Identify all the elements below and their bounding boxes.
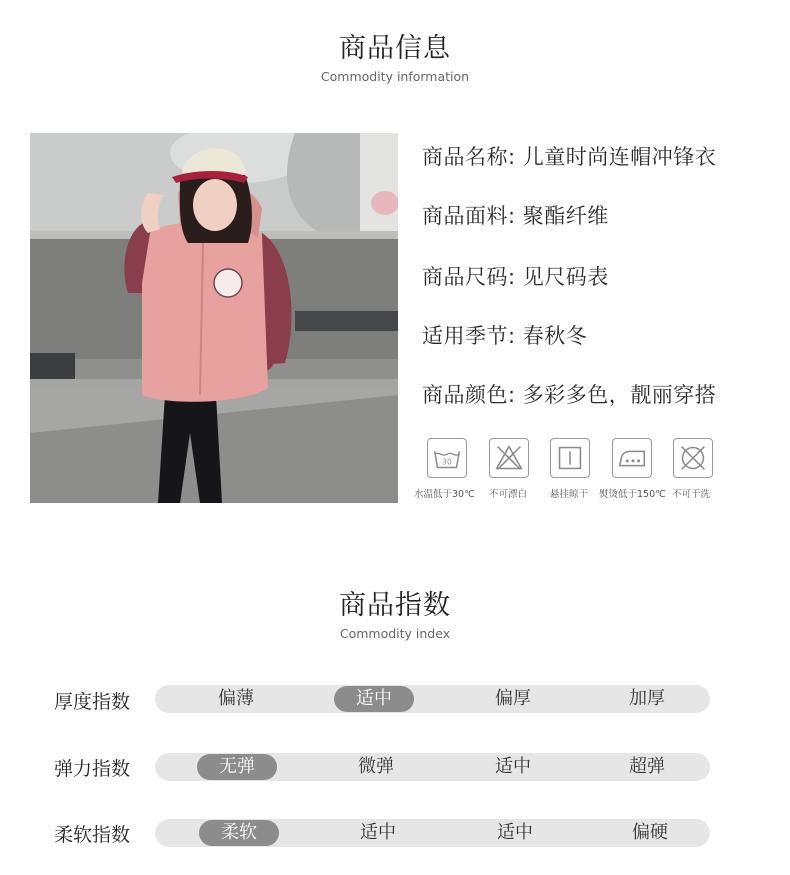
info-row-fabric-label: 商品面料: bbox=[422, 204, 516, 228]
iron-low-icon bbox=[612, 438, 652, 478]
elasticity-option: 超弹 bbox=[629, 756, 665, 777]
elasticity-index-bar bbox=[155, 753, 710, 781]
info-row-season-label: 适用季节: bbox=[422, 324, 516, 348]
info-section-title: 商品信息 bbox=[339, 33, 451, 64]
thickness-option: 加厚 bbox=[629, 688, 665, 709]
info-section-subtitle: Commodity information bbox=[320, 69, 470, 84]
info-row-name-value: 儿童时尚连帽冲锋衣 bbox=[522, 145, 717, 169]
thickness-option: 偏厚 bbox=[495, 688, 531, 709]
elasticity-option: 适中 bbox=[495, 756, 531, 777]
care-label-iron: 熨烫低于150℃ bbox=[599, 489, 666, 500]
wash-30-badge: 30 bbox=[442, 457, 452, 467]
info-row-name bbox=[422, 141, 716, 171]
index-section-subtitle: Commodity index bbox=[339, 626, 451, 641]
thickness-option-selected: 适中 bbox=[334, 686, 414, 712]
info-row-fabric-value: 聚酯纤维 bbox=[522, 204, 609, 228]
hang-dry-icon bbox=[550, 438, 590, 478]
care-label-dry-clean: 不可干洗 bbox=[672, 489, 711, 500]
softness-option: 适中 bbox=[497, 822, 533, 843]
softness-option: 偏硬 bbox=[632, 822, 668, 843]
info-row-fabric bbox=[422, 200, 609, 230]
info-row-size bbox=[422, 261, 609, 291]
care-label-wash: 水温低于30℃ bbox=[414, 489, 475, 500]
info-row-size-value: 见尺码表 bbox=[522, 265, 609, 289]
wash-30-icon bbox=[427, 438, 467, 478]
elasticity-index-label: 弹力指数 bbox=[54, 758, 131, 780]
care-label-bleach: 不可漂白 bbox=[489, 489, 528, 500]
care-label-dry: 悬挂晾干 bbox=[550, 489, 589, 500]
info-row-name-label: 商品名称: bbox=[422, 145, 516, 169]
thickness-option: 偏薄 bbox=[218, 688, 254, 709]
no-dry-clean-icon bbox=[673, 438, 713, 478]
product-photo bbox=[30, 133, 398, 503]
info-row-season-value: 春秋冬 bbox=[522, 324, 588, 348]
elasticity-option-selected: 无弹 bbox=[197, 754, 277, 780]
info-row-color-label: 商品颜色: bbox=[422, 383, 516, 407]
thickness-index-label: 厚度指数 bbox=[54, 691, 131, 713]
softness-option-selected: 柔软 bbox=[199, 820, 279, 846]
info-row-color-value: 多彩多色，靓丽穿搭 bbox=[522, 383, 717, 407]
index-section-title: 商品指数 bbox=[339, 590, 451, 621]
info-row-color bbox=[422, 379, 716, 409]
softness-index-bar bbox=[155, 819, 710, 847]
info-row-size-label: 商品尺码: bbox=[422, 265, 516, 289]
info-row-season bbox=[422, 320, 587, 350]
softness-index-label: 柔软指数 bbox=[54, 824, 131, 846]
thickness-index-bar bbox=[155, 685, 710, 713]
product-photo-illustration bbox=[30, 133, 398, 503]
elasticity-option: 微弹 bbox=[358, 756, 394, 777]
softness-option: 适中 bbox=[360, 822, 396, 843]
no-bleach-icon bbox=[489, 438, 529, 478]
